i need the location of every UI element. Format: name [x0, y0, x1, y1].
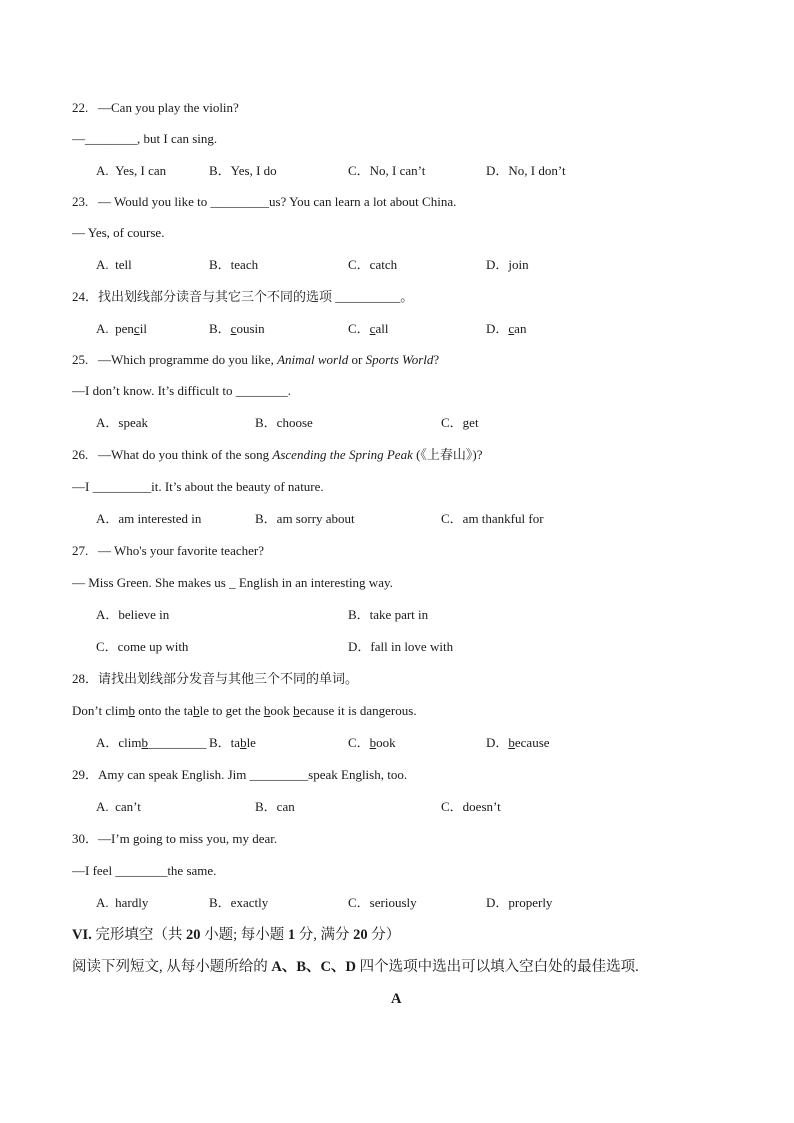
q26-option-b: B．am sorry about — [255, 511, 355, 526]
q28-option-b-pre: B．ta — [209, 735, 241, 750]
q26-option-a: A．am interested in — [96, 511, 202, 526]
q27-option-d: D．fall in love with — [348, 639, 454, 654]
q25-answer-blank: ________ — [235, 383, 288, 398]
q24-option-c-pre: C． — [348, 321, 370, 336]
q28-option-c-post: ook — [376, 735, 396, 750]
q29-stem — [72, 767, 407, 783]
q24-stem-pre: 24．找出划线部分读音与其它三个不同的选项 — [72, 289, 336, 304]
q28-sentence-underlined: b — [193, 703, 200, 718]
q25-stem — [72, 352, 439, 368]
q27-answer-post: English in an interesting way. — [235, 575, 393, 590]
q24-stem — [72, 289, 413, 305]
q26-answer-blank: _________ — [92, 479, 152, 494]
q28-sentence-part: onto the ta — [134, 703, 194, 718]
q30-option-d: D．properly — [486, 895, 553, 910]
q26-stem-italic: Ascending the Spring Peak — [272, 447, 413, 462]
q28-option-c — [348, 735, 396, 751]
section-heading-total: 20 — [353, 927, 368, 943]
q25-stem-mid: or — [348, 352, 366, 367]
q29-stem-blank: _________ — [249, 767, 309, 782]
q30-option-a: A. hardly — [96, 895, 149, 910]
q28-option-b-post: le — [246, 735, 256, 750]
q23-stem-blank: _________ — [210, 194, 269, 209]
q27-option-c: C．come up with — [96, 639, 189, 654]
section-instruction — [72, 959, 639, 975]
q22-answer-pre: — — [72, 131, 85, 146]
q24-option-d-underlined: c — [508, 321, 515, 336]
section-heading-count: 20 — [186, 927, 201, 943]
q25-answer-post: . — [287, 383, 291, 398]
q28-sentence-underlined: b — [263, 703, 271, 718]
q25-option-a: A．speak — [96, 415, 148, 430]
q22-option-d: D．No, I don’t — [486, 163, 566, 178]
q27-answer-pre: — Miss Green. She makes us — [72, 575, 230, 590]
q28-sentence-part: le to get the — [199, 703, 264, 718]
q22-option-b: B．Yes, I do — [209, 163, 277, 178]
q28-option-c-underlined: b — [369, 735, 377, 750]
q30-option-c: C．seriously — [348, 895, 417, 910]
q24-option-c — [348, 321, 388, 337]
q28-sentence-underlined: b — [128, 703, 135, 718]
q26-option-c: C．am thankful for — [441, 511, 544, 526]
q26-answer — [72, 479, 324, 495]
q25-option-b: B．choose — [255, 415, 313, 430]
q25-answer — [72, 383, 291, 399]
section-heading — [72, 927, 400, 943]
q27-option-b: B．take part in — [348, 607, 429, 622]
section-heading-text: 分, 满分 — [295, 927, 354, 943]
q30-answer-blank: ________ — [115, 863, 168, 878]
passage-label: A — [391, 991, 402, 1007]
q24-option-a-post: il — [139, 321, 147, 336]
q23-option-a: A. tell — [96, 257, 132, 272]
q24-stem-post: 。 — [400, 289, 414, 304]
q28-sentence-part: Don’t clim — [72, 703, 129, 718]
q25-stem-italic-1: Animal world — [277, 352, 349, 367]
q24-option-a — [96, 321, 147, 337]
q23-stem — [72, 194, 456, 210]
q30-stem: 30．—I’m going to miss you, my dear. — [72, 831, 278, 846]
q28-option-c-pre: C． — [348, 735, 370, 750]
q22-option-a: A. Yes, I can — [96, 163, 167, 178]
q24-option-b — [209, 321, 265, 337]
q24-option-b-underlined: c — [230, 321, 237, 336]
q30-option-b: B．exactly — [209, 895, 269, 910]
q24-option-a-underlined: c — [133, 321, 140, 336]
q27-answer — [72, 575, 393, 591]
q26-stem-pre: 26. —What do you think of the song — [72, 447, 273, 462]
q27-stem: 27. — Who's your favorite teacher? — [72, 543, 264, 558]
q28-option-b — [209, 735, 256, 751]
q26-stem-post: (《上春山》)? — [412, 447, 483, 462]
section-heading-points: 1 — [287, 927, 296, 943]
q26-answer-pre: —I — [72, 479, 93, 494]
q24-option-c-post: all — [375, 321, 389, 336]
q24-option-d — [486, 321, 526, 337]
q29-option-a: A. can’t — [96, 799, 141, 814]
q30-answer-pre: —I feel — [72, 863, 116, 878]
q28-option-d — [486, 735, 550, 751]
section-heading-text: 小题; 每小题 — [200, 927, 288, 943]
q26-answer-post: it. It’s about the beauty of nature. — [151, 479, 324, 494]
q29-stem-pre: 29．Amy can speak English. Jim — [72, 767, 250, 782]
q23-option-d: D．join — [486, 257, 529, 272]
instruction-letters: A、B、C、D — [271, 959, 356, 975]
q25-stem-italic-2: Sports World — [365, 352, 434, 367]
q28-option-a-blank: _________ — [148, 735, 207, 750]
q23-stem-post: us? You can learn a lot about China. — [268, 194, 457, 209]
q23-answer: — Yes, of course. — [72, 225, 165, 240]
q28-option-b-underlined: b — [240, 735, 247, 750]
q28-sentence-underlined: b — [293, 703, 300, 718]
instruction-text: 四个选项中选出可以填入空白处的最佳选项. — [355, 959, 639, 975]
q24-option-b-post: ousin — [236, 321, 265, 336]
q22-answer-post: , but I can sing. — [137, 131, 218, 146]
q28-option-a — [96, 735, 207, 751]
q23-option-b: B．teach — [209, 257, 259, 272]
q24-option-d-pre: D． — [486, 321, 509, 336]
q22-answer-blank: ________ — [85, 131, 137, 146]
q25-answer-pre: —I don’t know. It’s difficult to — [72, 383, 236, 398]
q22-stem: 22. —Can you play the violin? — [72, 100, 239, 115]
q28-option-d-pre: D． — [486, 735, 509, 750]
q28-sentence-part: ecause it is dangerous. — [299, 703, 417, 718]
q30-answer-post: the same. — [167, 863, 217, 878]
q23-option-c: C．catch — [348, 257, 398, 272]
q23-stem-pre: 23. — Would you like to — [72, 194, 211, 209]
q28-sentence — [72, 703, 417, 719]
q28-option-a-pre: A．clim — [96, 735, 142, 750]
q22-option-c: C．No, I can’t — [348, 163, 426, 178]
q24-option-b-pre: B． — [209, 321, 231, 336]
q25-stem-post: ? — [433, 352, 440, 367]
q25-stem-pre: 25. —Which programme do you like, — [72, 352, 278, 367]
q29-stem-post: speak English, too. — [308, 767, 408, 782]
q29-option-b: B．can — [255, 799, 295, 814]
q28-option-a-underlined: b — [141, 735, 148, 750]
section-number: VI. — [72, 927, 92, 943]
instruction-text: 阅读下列短文, 从每小题所给的 — [72, 959, 272, 975]
q24-stem-blank: __________ — [335, 289, 401, 304]
q24-option-a-pre: A. pen — [96, 321, 134, 336]
q28-option-d-underlined: b — [508, 735, 515, 750]
q29-option-c: C．doesn’t — [441, 799, 501, 814]
q22-answer — [72, 131, 217, 147]
q26-stem — [72, 447, 483, 463]
q28-sentence-part: ook — [270, 703, 294, 718]
section-heading-text: 完形填空（共 — [91, 927, 186, 943]
q24-option-d-post: an — [514, 321, 527, 336]
q25-option-c: C．get — [441, 415, 479, 430]
q28-stem: 28．请找出划线部分发音与其他三个不同的单词。 — [72, 671, 359, 686]
q27-answer-blank: _ — [229, 575, 236, 590]
q27-option-a: A．believe in — [96, 607, 170, 622]
q30-answer — [72, 863, 216, 879]
q28-option-d-post: ecause — [514, 735, 550, 750]
q24-option-c-underlined: c — [369, 321, 376, 336]
section-heading-text: 分） — [367, 927, 401, 943]
